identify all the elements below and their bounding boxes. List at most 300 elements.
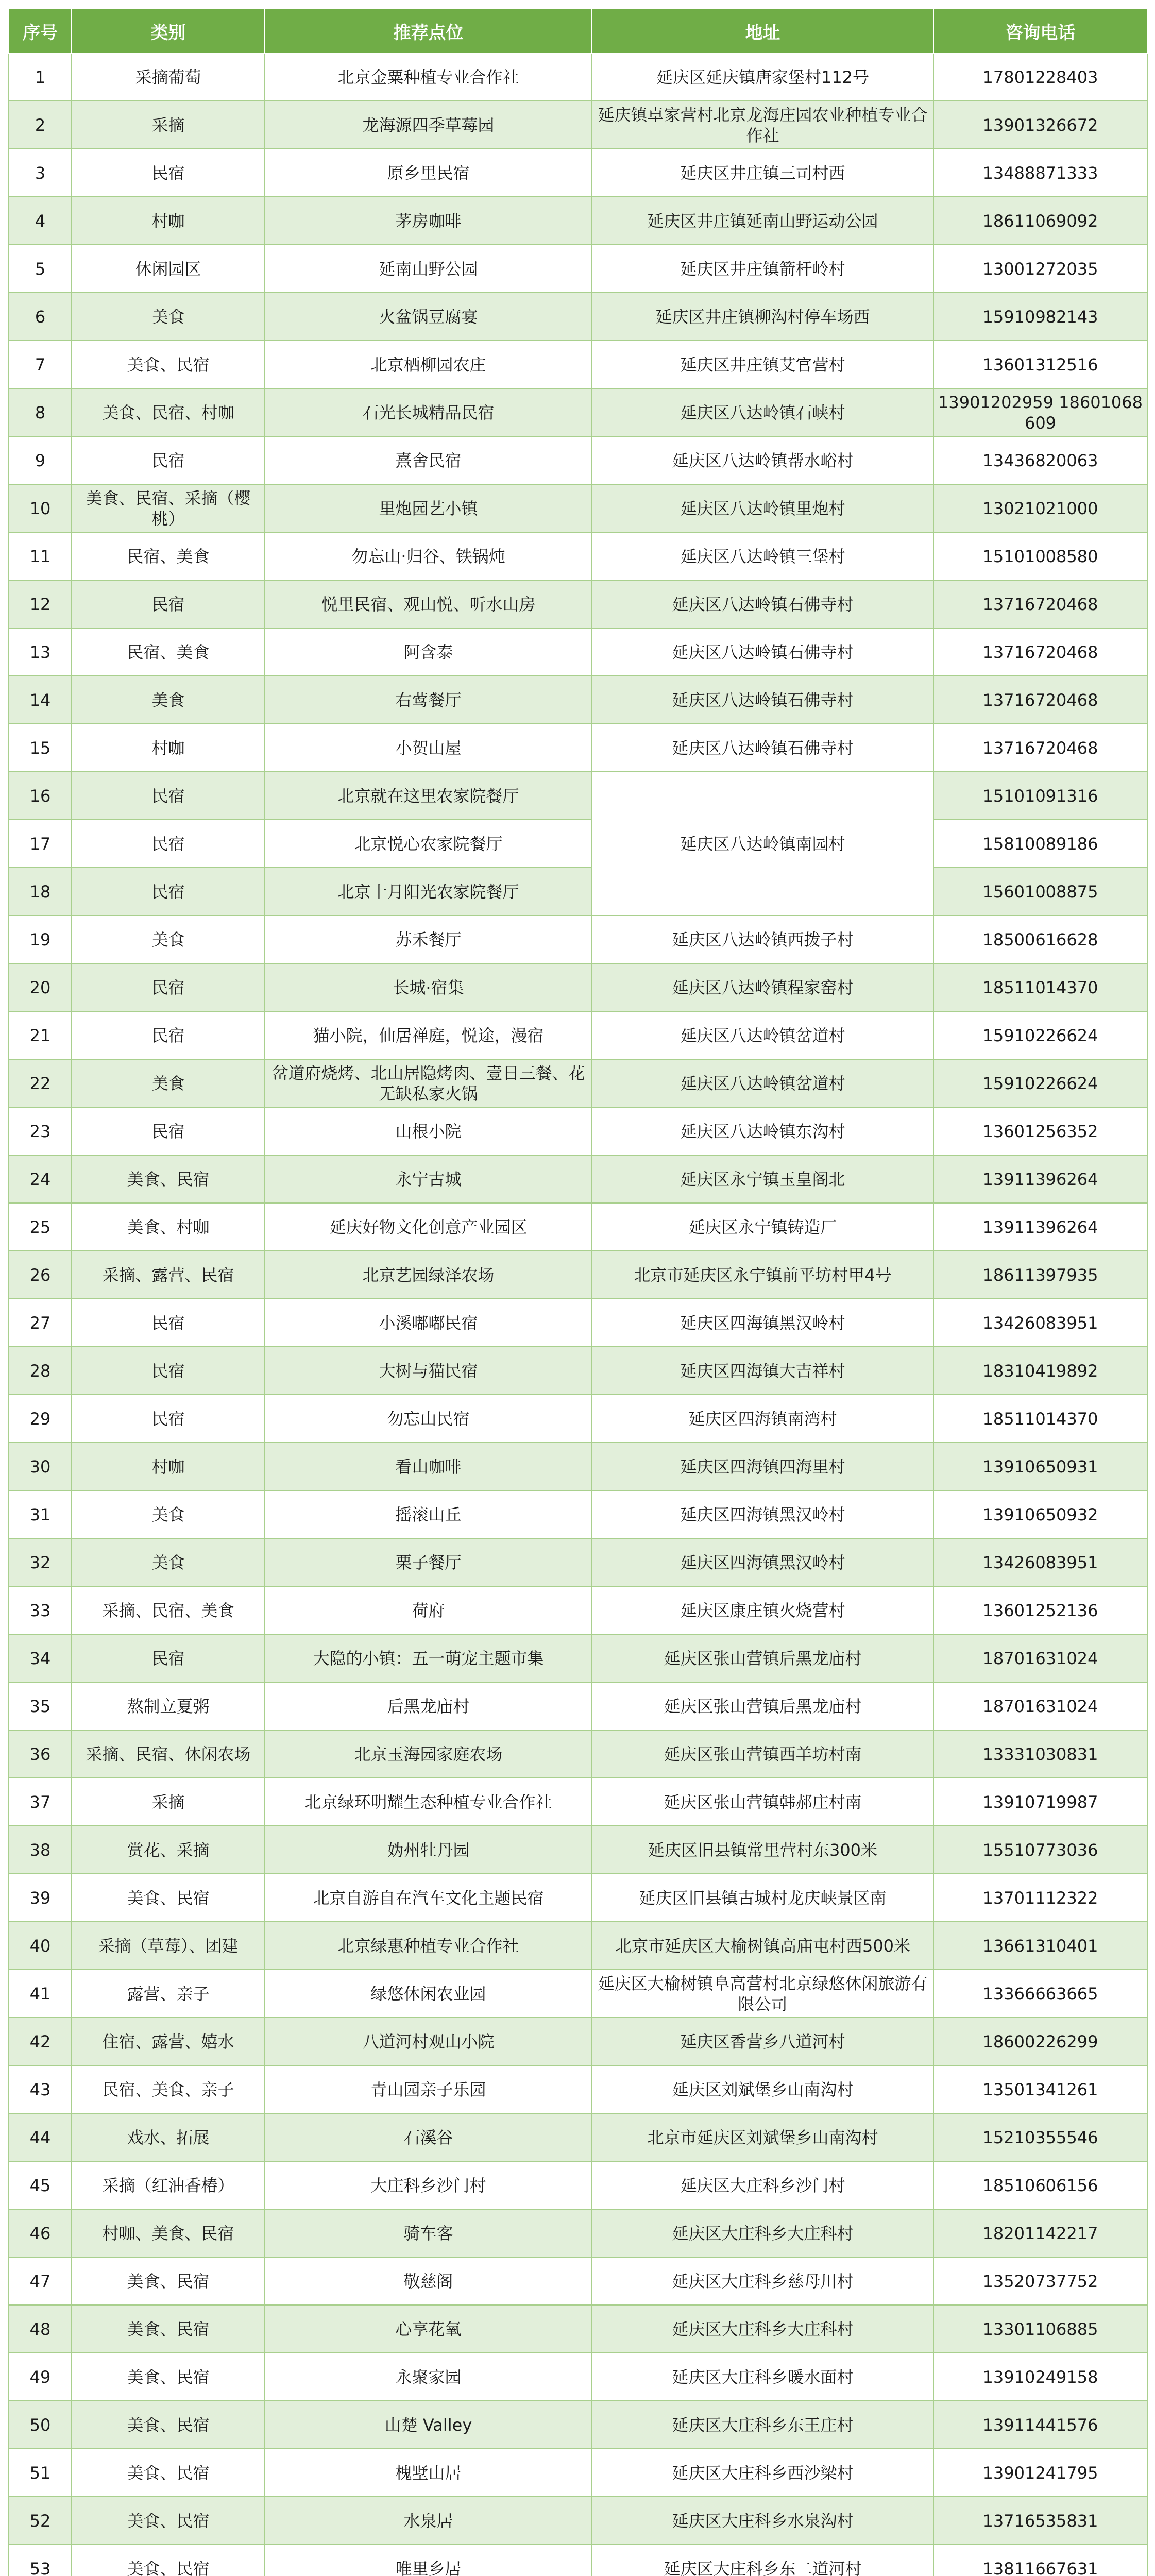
phone-cell-text: 17801228403 [982, 67, 1098, 87]
address-cell-text: 延庆区四海镇南湾村 [688, 1409, 837, 1429]
phone-cell-text: 13716720468 [982, 690, 1098, 710]
row-number-text: 47 [29, 2271, 51, 2291]
row-number [9, 1970, 72, 2018]
category-cell-text: 民宿 [151, 1361, 185, 1381]
location-cell [265, 1347, 592, 1395]
phone-cell-text: 13366663665 [982, 1984, 1098, 2004]
location-cell [265, 2209, 592, 2257]
row-number-text: 43 [29, 2079, 51, 2099]
row-number [9, 2161, 72, 2209]
phone-cell [933, 1203, 1147, 1251]
address-cell [592, 772, 933, 916]
category-cell-text: 美食、民宿 [127, 2558, 210, 2576]
row-number-text: 19 [29, 929, 51, 950]
location-cell-text: 北京绿惠种植专业合作社 [337, 1936, 519, 1956]
address-cell-text: 延庆区延庆镇唐家堡村112号 [656, 67, 870, 87]
location-cell-text: 心享花氧 [395, 2319, 462, 2339]
address-cell [592, 2209, 933, 2257]
address-cell [592, 628, 933, 676]
address-cell-text: 延庆区八达岭镇帮水峪村 [672, 450, 854, 470]
table-row [9, 2545, 1147, 2576]
address-cell [592, 484, 933, 532]
phone-cell [933, 1682, 1147, 1730]
location-cell-text: 北京玉海园家庭农场 [354, 1744, 503, 1764]
location-cell [265, 2401, 592, 2449]
row-number-text: 28 [29, 1361, 51, 1381]
address-cell-text: 延庆区四海镇黑汉岭村 [680, 1552, 845, 1572]
address-cell [592, 1203, 933, 1251]
table-row [9, 484, 1147, 532]
category-cell-text: 戏水、拓展 [127, 2127, 210, 2147]
table-body [9, 53, 1147, 2576]
category-cell-text: 民宿 [151, 977, 185, 997]
address-cell-text: 延庆区大庄科乡大庄科村 [672, 2319, 854, 2339]
phone-cell-text: 15101091316 [982, 786, 1098, 806]
location-cell [265, 2497, 592, 2545]
location-cell-text: 延南山野公园 [379, 259, 478, 279]
address-cell-text: 延庆区八达岭镇岔道村 [680, 1025, 845, 1045]
row-number-text: 34 [29, 1648, 51, 1668]
location-cell-text: 山楚 Valley [384, 2415, 472, 2435]
row-number-text: 12 [29, 594, 51, 614]
row-number [9, 1586, 72, 1634]
phone-cell [933, 820, 1147, 868]
category-cell [72, 1778, 265, 1826]
category-cell [72, 2401, 265, 2449]
phone-cell [933, 676, 1147, 724]
location-cell [265, 1490, 592, 1538]
table-row [9, 1395, 1147, 1443]
phone-cell-text: 18511014370 [982, 977, 1098, 997]
location-cell-text: 火盆锅豆腐宴 [379, 307, 478, 327]
phone-cell-text: 13716720468 [982, 642, 1098, 662]
row-number-text: 24 [29, 1169, 51, 1189]
phone-cell [933, 868, 1147, 916]
row-number [9, 628, 72, 676]
phone-cell [933, 1970, 1147, 2018]
category-cell-text: 美食 [151, 1073, 185, 1093]
location-cell [265, 1443, 592, 1490]
location-cell-text: 北京十月阳光农家院餐厅 [337, 882, 519, 902]
row-number [9, 1778, 72, 1826]
header-location: 推荐点位 [265, 9, 592, 53]
table-row [9, 2305, 1147, 2353]
phone-cell-text: 15210355546 [982, 2127, 1098, 2147]
category-cell [72, 1347, 265, 1395]
row-number-text: 36 [29, 1744, 51, 1764]
row-number [9, 1203, 72, 1251]
category-cell-text: 采摘葡萄 [135, 67, 201, 87]
category-cell [72, 484, 265, 532]
location-cell-text: 北京就在这里农家院餐厅 [337, 786, 519, 806]
location-cell [265, 772, 592, 820]
phone-cell [933, 341, 1147, 388]
row-number-text: 33 [29, 1600, 51, 1620]
category-cell-text: 民宿 [151, 163, 185, 183]
location-cell-text: 悦里民宿、观山悦、听水山房 [321, 594, 536, 614]
phone-cell-text: 13001272035 [982, 259, 1098, 279]
phone-cell-text: 18701631024 [982, 1696, 1098, 1716]
table-row [9, 197, 1147, 245]
address-cell-text: 延庆区八达岭镇岔道村 [680, 1073, 845, 1093]
row-number-text: 32 [29, 1552, 51, 1572]
address-cell-text: 延庆区康庄镇火烧营村 [680, 1600, 845, 1620]
table-row [9, 1730, 1147, 1778]
location-cell-text: 北京悦心农家院餐厅 [354, 834, 503, 854]
location-cell [265, 293, 592, 341]
row-number [9, 1922, 72, 1970]
location-cell-text: 青山园亲子乐园 [370, 2079, 486, 2099]
location-cell-text: 苏禾餐厅 [395, 929, 462, 950]
category-cell [72, 2161, 265, 2209]
row-number [9, 2497, 72, 2545]
address-cell [592, 149, 933, 197]
row-number-text: 13 [29, 642, 51, 662]
phone-cell [933, 2113, 1147, 2161]
address-cell-text: 延庆区大庄科乡暖水面村 [672, 2367, 854, 2387]
phone-cell [933, 963, 1147, 1011]
category-cell-text: 民宿 [151, 450, 185, 470]
phone-cell [933, 1634, 1147, 1682]
table-row [9, 1538, 1147, 1586]
address-cell-text: 延庆区张山营镇韩郝庄村南 [664, 1792, 862, 1812]
address-cell [592, 2257, 933, 2305]
category-cell [72, 2545, 265, 2576]
location-cell-text: 北京栖柳园农庄 [370, 354, 486, 375]
category-cell-text: 采摘 [151, 115, 185, 135]
location-cell-text: 里炮园艺小镇 [379, 498, 478, 518]
row-number [9, 676, 72, 724]
row-number [9, 532, 72, 580]
category-cell-text: 美食、民宿 [127, 2463, 210, 2483]
location-cell [265, 1778, 592, 1826]
location-cell [265, 1059, 592, 1107]
row-number [9, 2545, 72, 2576]
phone-cell-text: 15810089186 [982, 834, 1098, 854]
address-cell [592, 2497, 933, 2545]
location-cell [265, 532, 592, 580]
phone-cell-text: 15601008875 [982, 882, 1098, 902]
phone-cell [933, 1443, 1147, 1490]
address-cell-text: 延庆区四海镇黑汉岭村 [680, 1313, 845, 1333]
table-row [9, 388, 1147, 436]
category-cell [72, 1922, 265, 1970]
phone-cell [933, 2401, 1147, 2449]
address-cell-text: 延庆区四海镇四海里村 [680, 1456, 845, 1477]
table-row [9, 2257, 1147, 2305]
row-number-text: 21 [29, 1025, 51, 1045]
location-cell [265, 1299, 592, 1347]
table-row [9, 1299, 1147, 1347]
table-row [9, 293, 1147, 341]
phone-cell-text: 18511014370 [982, 1409, 1098, 1429]
phone-cell [933, 197, 1147, 245]
category-cell [72, 580, 265, 628]
category-cell [72, 2018, 265, 2065]
location-cell [265, 1586, 592, 1634]
category-cell-text: 熬制立夏粥 [127, 1696, 210, 1716]
row-number-text: 17 [29, 834, 51, 854]
category-cell-text: 采摘、民宿、休闲农场 [86, 1744, 251, 1764]
address-cell [592, 532, 933, 580]
header-number: 序号 [9, 9, 72, 53]
phone-cell-text: 18701631024 [982, 1648, 1098, 1668]
table-row [9, 2449, 1147, 2497]
location-cell [265, 1826, 592, 1874]
phone-cell-text: 13901326672 [982, 115, 1098, 135]
location-cell [265, 724, 592, 772]
location-cell-text: 妫州牡丹园 [387, 1840, 470, 1860]
address-cell-text: 延庆区大庄科乡西沙梁村 [672, 2463, 854, 2483]
category-cell-text: 村咖 [151, 1456, 185, 1477]
phone-cell-text: 15101008580 [982, 546, 1098, 566]
phone-cell-text: 18600226299 [982, 2031, 1098, 2052]
category-cell [72, 2449, 265, 2497]
row-number [9, 293, 72, 341]
row-number-text: 30 [29, 1456, 51, 1477]
category-cell [72, 436, 265, 484]
row-number-text: 49 [29, 2367, 51, 2387]
address-cell [592, 2018, 933, 2065]
category-cell [72, 341, 265, 388]
phone-cell [933, 2497, 1147, 2545]
location-cell [265, 1538, 592, 1586]
location-cell [265, 1730, 592, 1778]
location-cell-text: 大隐的小镇：五一萌宠主题市集 [313, 1648, 544, 1668]
phone-cell-text: 13021021000 [982, 498, 1098, 518]
address-cell-text: 延庆区八达岭镇南园村 [680, 834, 845, 854]
location-cell-text: 北京绿环明耀生态种植专业合作社 [304, 1792, 552, 1812]
phone-cell-text: 13716535831 [982, 2511, 1098, 2531]
location-cell [265, 916, 592, 963]
row-number-text: 37 [29, 1792, 51, 1812]
category-cell-text: 民宿、美食 [127, 642, 210, 662]
table-row [9, 1874, 1147, 1922]
address-cell-text: 延庆区八达岭镇石峡村 [680, 402, 845, 422]
location-cell [265, 245, 592, 293]
row-number [9, 2018, 72, 2065]
table-row [9, 2161, 1147, 2209]
phone-cell-text: 13436820063 [982, 450, 1098, 470]
location-cell [265, 197, 592, 245]
row-number [9, 724, 72, 772]
row-number-text: 11 [29, 546, 51, 566]
phone-cell-text: 13911396264 [982, 1217, 1098, 1237]
phone-cell [933, 2353, 1147, 2401]
category-cell [72, 963, 265, 1011]
row-number [9, 1395, 72, 1443]
table-row [9, 963, 1147, 1011]
address-cell-text: 延庆区八达岭镇石佛寺村 [672, 642, 854, 662]
category-cell-text: 采摘（草莓）、团建 [98, 1936, 239, 1956]
location-cell-text: 小贺山屋 [395, 738, 462, 758]
row-number-text: 48 [29, 2319, 51, 2339]
phone-cell [933, 1395, 1147, 1443]
row-number-text: 42 [29, 2031, 51, 2052]
address-cell-text: 延庆区八达岭镇石佛寺村 [672, 690, 854, 710]
location-cell [265, 580, 592, 628]
phone-cell-text: 13901202959 18601068609 [938, 392, 1143, 433]
row-number [9, 484, 72, 532]
table-row [9, 2113, 1147, 2161]
category-cell-text: 民宿 [151, 1025, 185, 1045]
category-cell-text: 村咖 [151, 738, 185, 758]
phone-cell-text: 13911441576 [982, 2415, 1098, 2435]
category-cell-text: 美食、民宿 [127, 2415, 210, 2435]
row-number [9, 245, 72, 293]
location-cell-text: 唯里乡居 [395, 2558, 462, 2576]
phone-cell [933, 1586, 1147, 1634]
category-cell-text: 美食、民宿 [127, 2319, 210, 2339]
table-row [9, 101, 1147, 149]
phone-cell [933, 1778, 1147, 1826]
row-number [9, 820, 72, 868]
table-row [9, 1203, 1147, 1251]
location-cell [265, 53, 592, 101]
category-cell [72, 1395, 265, 1443]
table-row [9, 820, 1147, 868]
category-cell [72, 1490, 265, 1538]
category-cell [72, 1682, 265, 1730]
table-row [9, 436, 1147, 484]
category-cell-text: 村咖、美食、民宿 [102, 2223, 234, 2243]
location-cell [265, 2257, 592, 2305]
address-cell-text: 延庆区永宁镇玉皇阁北 [680, 1169, 845, 1189]
address-cell-text: 延庆区张山营镇后黑龙庙村 [664, 1696, 862, 1716]
address-cell-text: 延庆区大庄科乡东二道河村 [664, 2558, 862, 2576]
header-address: 地址 [592, 9, 933, 53]
address-cell [592, 1347, 933, 1395]
row-number [9, 1011, 72, 1059]
address-cell [592, 1778, 933, 1826]
address-cell-text: 延庆镇卓家营村北京龙海庄园农业种植专业合作社 [598, 105, 928, 145]
category-cell-text: 民宿 [151, 834, 185, 854]
category-cell [72, 1107, 265, 1155]
location-cell-text: 龙海源四季草莓园 [362, 115, 495, 135]
category-cell [72, 1251, 265, 1299]
phone-cell [933, 1059, 1147, 1107]
table-row [9, 916, 1147, 963]
phone-cell-text: 13910249158 [982, 2367, 1098, 2387]
phone-cell-text: 13426083951 [982, 1552, 1098, 1572]
table-row [9, 676, 1147, 724]
phone-cell [933, 1155, 1147, 1203]
category-cell-text: 美食、民宿 [127, 1169, 210, 1189]
address-cell-text: 延庆区大庄科乡大庄科村 [672, 2223, 854, 2243]
row-number [9, 1347, 72, 1395]
address-cell [592, 724, 933, 772]
address-cell [592, 963, 933, 1011]
table-row [9, 1490, 1147, 1538]
phone-cell [933, 532, 1147, 580]
row-number [9, 388, 72, 436]
address-cell-text: 延庆区八达岭镇里炮村 [680, 498, 845, 518]
location-cell-text: 阿含泰 [403, 642, 453, 662]
location-cell [265, 868, 592, 916]
category-cell [72, 916, 265, 963]
table-row [9, 772, 1147, 820]
address-cell [592, 293, 933, 341]
row-number [9, 101, 72, 149]
location-cell [265, 2113, 592, 2161]
address-cell [592, 916, 933, 963]
category-cell-text: 美食、民宿、村咖 [102, 402, 234, 422]
category-cell [72, 1826, 265, 1874]
address-cell-text: 延庆区刘斌堡乡山南沟村 [672, 2079, 854, 2099]
address-cell-text: 延庆区四海镇大吉祥村 [680, 1361, 845, 1381]
category-cell-text: 美食 [151, 929, 185, 950]
location-cell-text: 后黑龙庙村 [387, 1696, 470, 1716]
phone-cell [933, 1251, 1147, 1299]
row-number [9, 341, 72, 388]
phone-cell [933, 2545, 1147, 2576]
category-cell-text: 民宿 [151, 1409, 185, 1429]
category-cell [72, 2353, 265, 2401]
location-cell-text: 永宁古城 [395, 1169, 462, 1189]
address-cell [592, 245, 933, 293]
category-cell-text: 美食 [151, 690, 185, 710]
row-number-text: 25 [29, 1217, 51, 1237]
location-cell-text: 摇滚山丘 [395, 1504, 462, 1524]
category-cell-text: 美食、民宿 [127, 354, 210, 375]
phone-cell-text: 13911396264 [982, 1169, 1098, 1189]
location-cell-text: 岔道府烧烤、北山居隐烤肉、壹日三餐、花无缺私家火锅 [271, 1063, 585, 1104]
row-number [9, 1826, 72, 1874]
category-cell [72, 1155, 265, 1203]
location-cell-text: 原乡里民宿 [387, 163, 470, 183]
row-number-text: 4 [35, 211, 46, 231]
address-cell-text: 延庆区井庄镇三司村西 [680, 163, 845, 183]
address-cell [592, 1251, 933, 1299]
location-cell [265, 1203, 592, 1251]
category-cell [72, 676, 265, 724]
category-cell [72, 2209, 265, 2257]
category-cell-text: 民宿 [151, 786, 185, 806]
location-cell [265, 1155, 592, 1203]
table-row [9, 2497, 1147, 2545]
phone-cell [933, 1107, 1147, 1155]
location-cell [265, 436, 592, 484]
phone-cell [933, 149, 1147, 197]
location-cell-text: 八道河村观山小院 [362, 2031, 495, 2052]
row-number-text: 5 [35, 259, 46, 279]
table-row [9, 1107, 1147, 1155]
phone-cell [933, 1347, 1147, 1395]
recommendation-table [8, 8, 1148, 2576]
address-cell-text: 延庆区井庄镇艾官营村 [680, 354, 845, 375]
phone-cell-text: 13601252136 [982, 1600, 1098, 1620]
address-cell [592, 1730, 933, 1778]
location-cell [265, 1634, 592, 1682]
table-row [9, 2065, 1147, 2113]
location-cell [265, 2545, 592, 2576]
phone-cell-text: 13811667631 [982, 2558, 1098, 2576]
category-cell [72, 1011, 265, 1059]
phone-cell [933, 628, 1147, 676]
address-cell [592, 53, 933, 101]
category-cell [72, 388, 265, 436]
location-cell [265, 388, 592, 436]
phone-cell [933, 1490, 1147, 1538]
category-cell-text: 采摘 [151, 1792, 185, 1812]
row-number-text: 8 [35, 402, 46, 422]
address-cell [592, 1107, 933, 1155]
row-number [9, 1107, 72, 1155]
phone-cell [933, 2449, 1147, 2497]
address-cell-text: 延庆区八达岭镇石佛寺村 [672, 738, 854, 758]
phone-cell-text: 13601256352 [982, 1121, 1098, 1141]
phone-cell-text: 18611069092 [982, 211, 1098, 231]
